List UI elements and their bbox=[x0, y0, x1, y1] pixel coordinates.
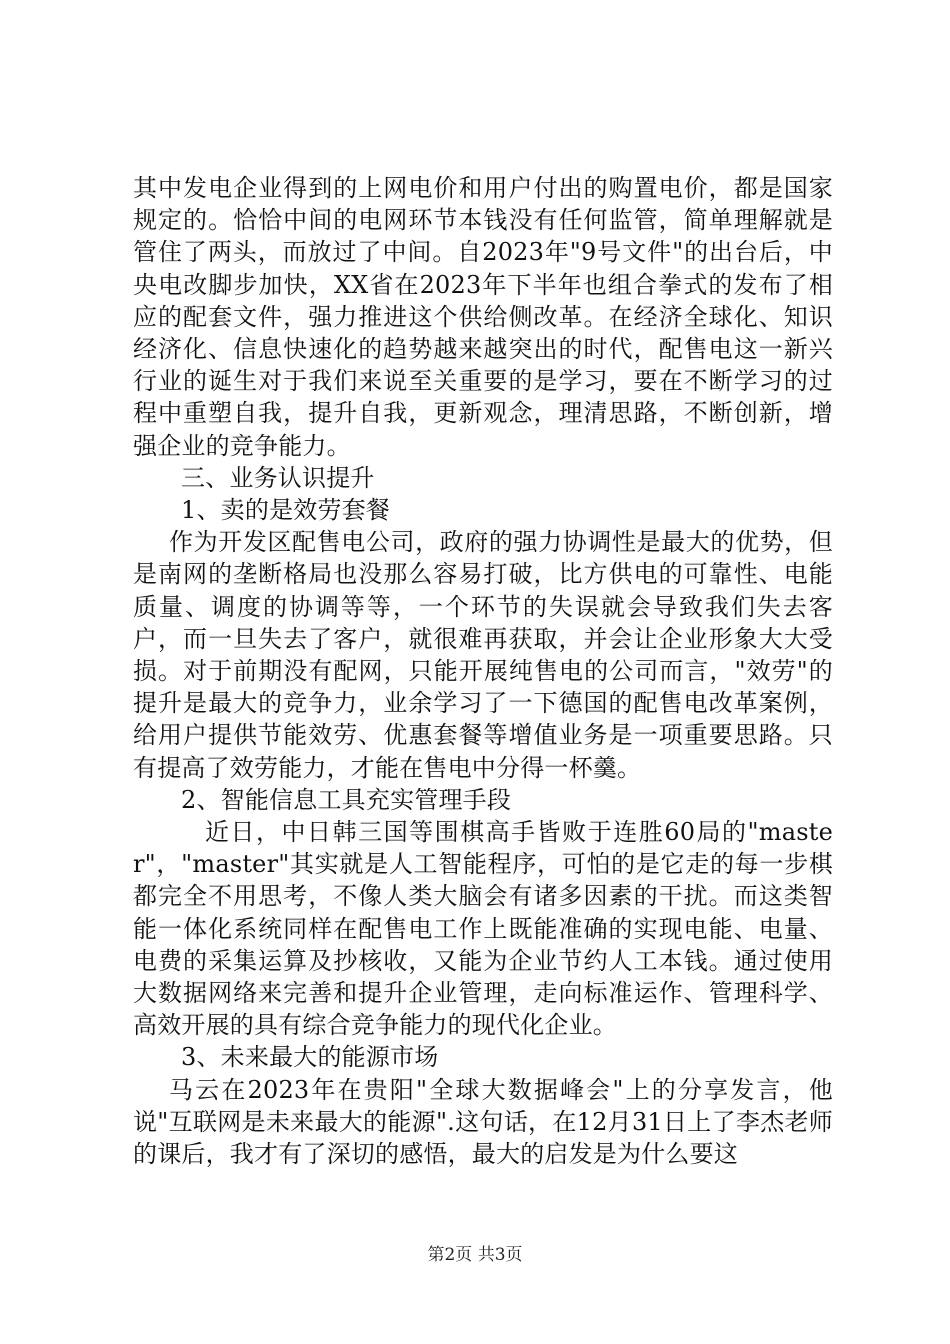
subsection-heading: 3、未来最大的能源市场 bbox=[181, 1043, 439, 1072]
body-paragraph: 其中发电企业得到的上网电价和用户付出的购置电价，都是国家规定的。恰恰中间的电网环节本钱没有任何监管，简单理解就是管住了两头，而放过了中间。自2023年"9号文件"的出台后，中央电改脚步加快，XX省在2023年下半年也组合拳式的发布了相应的配套文件，强力推进这个供给侧改革。在经济全球化、知识经济化、信息快速化的趋势越来越突出的时代，配售电这一新兴行业的诞生对于我们来说至关重要的是学习，要在不断学习的过程中重塑自我，提升自我，更新观念，理清思路，不断创新，增强企业的竞争能力。 bbox=[133, 174, 833, 460]
body-paragraph: 马云在2023年在贵阳"全球大数据峰会"上的分享发言，他说"互联网是未来最大的能源".这句话，在12月31日上了李杰老师的课后，我才有了深切的感悟，最大的启发是为什么要这 bbox=[133, 1075, 833, 1169]
body-paragraph: 近日，中日韩三国等围棋高手皆败于连胜60局的"master"，"master"其实就是人工智能程序，可怕的是它走的每一步棋都完全不用思考，不像人类大脑会有诸多因素的干扰。而这类智能一体化系统同样在配售电工作上既能准确的实现电能、电量、电费的采集运算及抄核收，又能为企业节约人工本钱。通过使用大数据网络来完善和提升企业管理，走向标准运作、管理科学、高效开展的具有综合竞争能力的现代化企业。 bbox=[133, 818, 833, 1040]
subsection-heading: 1、卖的是效劳套餐 bbox=[181, 496, 391, 525]
subsection-heading: 2、智能信息工具充实管理手段 bbox=[181, 785, 512, 814]
document-body bbox=[133, 172, 833, 1170]
section-heading: 三、业务认识提升 bbox=[181, 463, 375, 492]
page-number: 第2页 共3页 bbox=[427, 1245, 523, 1265]
body-paragraph: 作为开发区配售电公司，政府的强力协调性是最大的优势，但是南网的垄断格局也没那么容易打破，比方供电的可靠性、电能质量、调度的协调等等，一个环节的失误就会导致我们失去客户，而一旦失去了客户，就很难再获取，并会让企业形象大大受损。对于前期没有配网，只能开展纯售电的公司而言，"效劳"的提升是最大的竞争力，业余学习了一下德国的配售电改革案例，给用户提供节能效劳、优惠套餐等增值业务是一项重要思路。只有提高了效劳能力，才能在售电中分得一杯羹。 bbox=[133, 528, 833, 782]
